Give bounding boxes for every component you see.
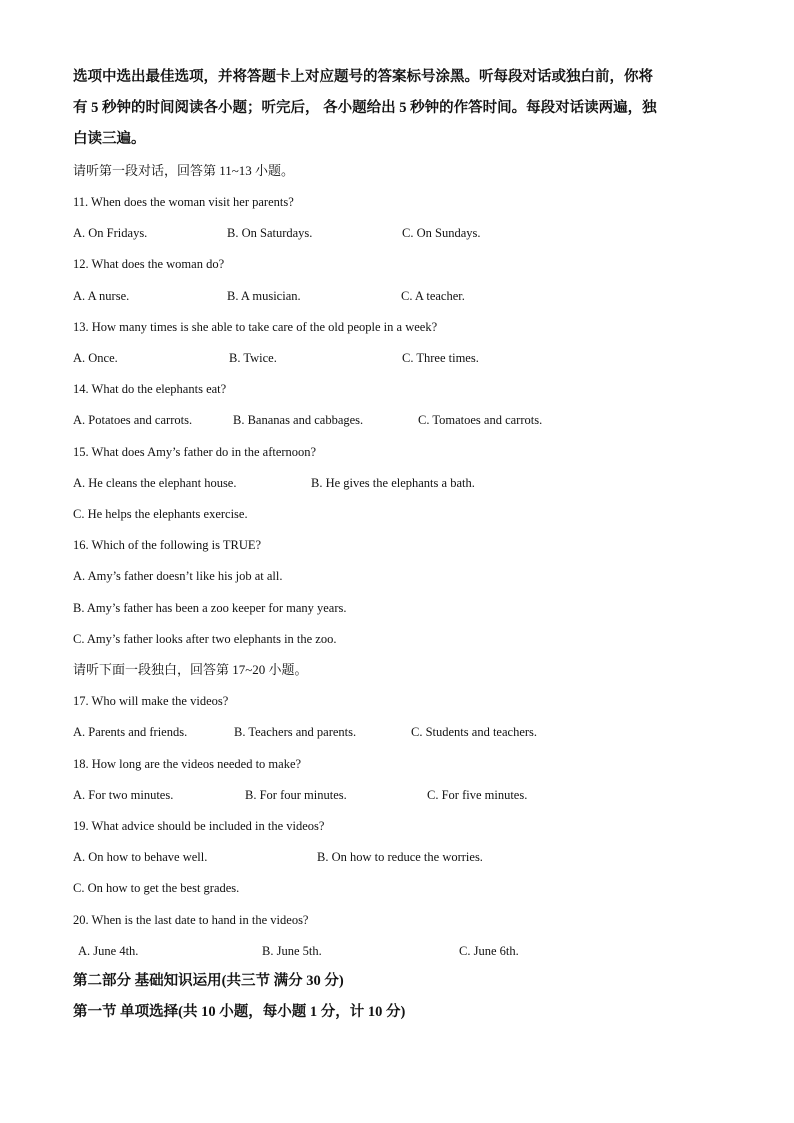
instruction-dialogue-1: 请听第一段对话，回答第 11~13 小题。 [73, 163, 295, 178]
question-12-option-c[interactable]: C. A teacher. [401, 289, 465, 303]
question-13-option-a[interactable]: A. Once. [73, 351, 118, 365]
question-12-option-a[interactable]: A. A nurse. [73, 289, 130, 303]
question-16-option-c[interactable]: C. Amy’s father looks after two elephants in the zoo. [73, 632, 337, 646]
question-16-option-a[interactable]: A. Amy’s father doesn’t like his job at all. [73, 569, 283, 583]
question-14-option-a[interactable]: A. Potatoes and carrots. [73, 413, 193, 427]
question-18-stem: 18. How long are the videos needed to make? [73, 757, 302, 771]
question-17-option-a[interactable]: A. Parents and friends. [73, 725, 188, 739]
question-15-stem: 15. What does Amy’s father do in the afternoon? [73, 445, 317, 459]
question-20-option-a[interactable]: A. June 4th. [78, 944, 139, 958]
question-20-option-b[interactable]: B. June 5th. [262, 944, 322, 958]
intro-line-3: 白读三遍。 [73, 131, 146, 147]
question-11-option-c[interactable]: C. On Sundays. [402, 226, 481, 240]
question-14-option-b[interactable]: B. Bananas and cabbages. [233, 413, 364, 427]
question-15-option-a[interactable]: A. He cleans the elephant house. [73, 476, 237, 490]
question-18-option-a[interactable]: A. For two minutes. [73, 788, 174, 802]
intro-line-2: 有 5 秒钟的时间阅读各小题；听完后， 各小题给出 5 秒钟的作答时间。每段对话读两遍，独 [73, 100, 657, 116]
question-19-stem: 19. What advice should be included in the videos? [73, 819, 325, 833]
instruction-monologue: 请听下面一段独白，回答第 17~20 小题。 [73, 662, 308, 677]
question-17-option-c[interactable]: C. Students and teachers. [411, 725, 538, 739]
question-18-option-b[interactable]: B. For four minutes. [245, 788, 347, 802]
part-two-heading: 第二部分 基础知识运用(共三节 满分 30 分) [73, 973, 344, 989]
question-18-option-c[interactable]: C. For five minutes. [427, 788, 528, 802]
question-13-stem: 13. How many times is she able to take care of the old people in a week? [73, 320, 438, 334]
question-11-option-a[interactable]: A. On Fridays. [73, 226, 148, 240]
question-12-option-b[interactable]: B. A musician. [227, 289, 301, 303]
question-15-option-c[interactable]: C. He helps the elephants exercise. [73, 507, 248, 521]
question-19-option-b[interactable]: B. On how to reduce the worries. [317, 850, 483, 864]
question-16-stem: 16. Which of the following is TRUE? [73, 538, 262, 552]
question-14-stem: 14. What do the elephants eat? [73, 382, 227, 396]
question-12-stem: 12. What does the woman do? [73, 257, 225, 271]
question-15-option-b[interactable]: B. He gives the elephants a bath. [311, 476, 475, 490]
question-17-stem: 17. Who will make the videos? [73, 694, 229, 708]
question-19-option-c[interactable]: C. On how to get the best grades. [73, 881, 240, 895]
question-20-stem: 20. When is the last date to hand in the videos? [73, 913, 309, 927]
question-11-stem: 11. When does the woman visit her parents? [73, 195, 294, 209]
question-13-option-b[interactable]: B. Twice. [229, 351, 277, 365]
question-17-option-b[interactable]: B. Teachers and parents. [234, 725, 357, 739]
section-one-heading: 第一节 单项选择(共 10 小题，每小题 1 分，计 10 分) [73, 1004, 406, 1020]
question-16-option-b[interactable]: B. Amy’s father has been a zoo keeper for many years. [73, 601, 347, 615]
question-11-option-b[interactable]: B. On Saturdays. [227, 226, 313, 240]
question-13-option-c[interactable]: C. Three times. [402, 351, 479, 365]
intro-line-1: 选项中选出最佳选项，并将答题卡上对应题号的答案标号涂黑。听每段对话或独白前，你将 [73, 69, 653, 85]
question-14-option-c[interactable]: C. Tomatoes and carrots. [418, 413, 543, 427]
question-19-option-a[interactable]: A. On how to behave well. [73, 850, 208, 864]
question-20-option-c[interactable]: C. June 6th. [459, 944, 519, 958]
